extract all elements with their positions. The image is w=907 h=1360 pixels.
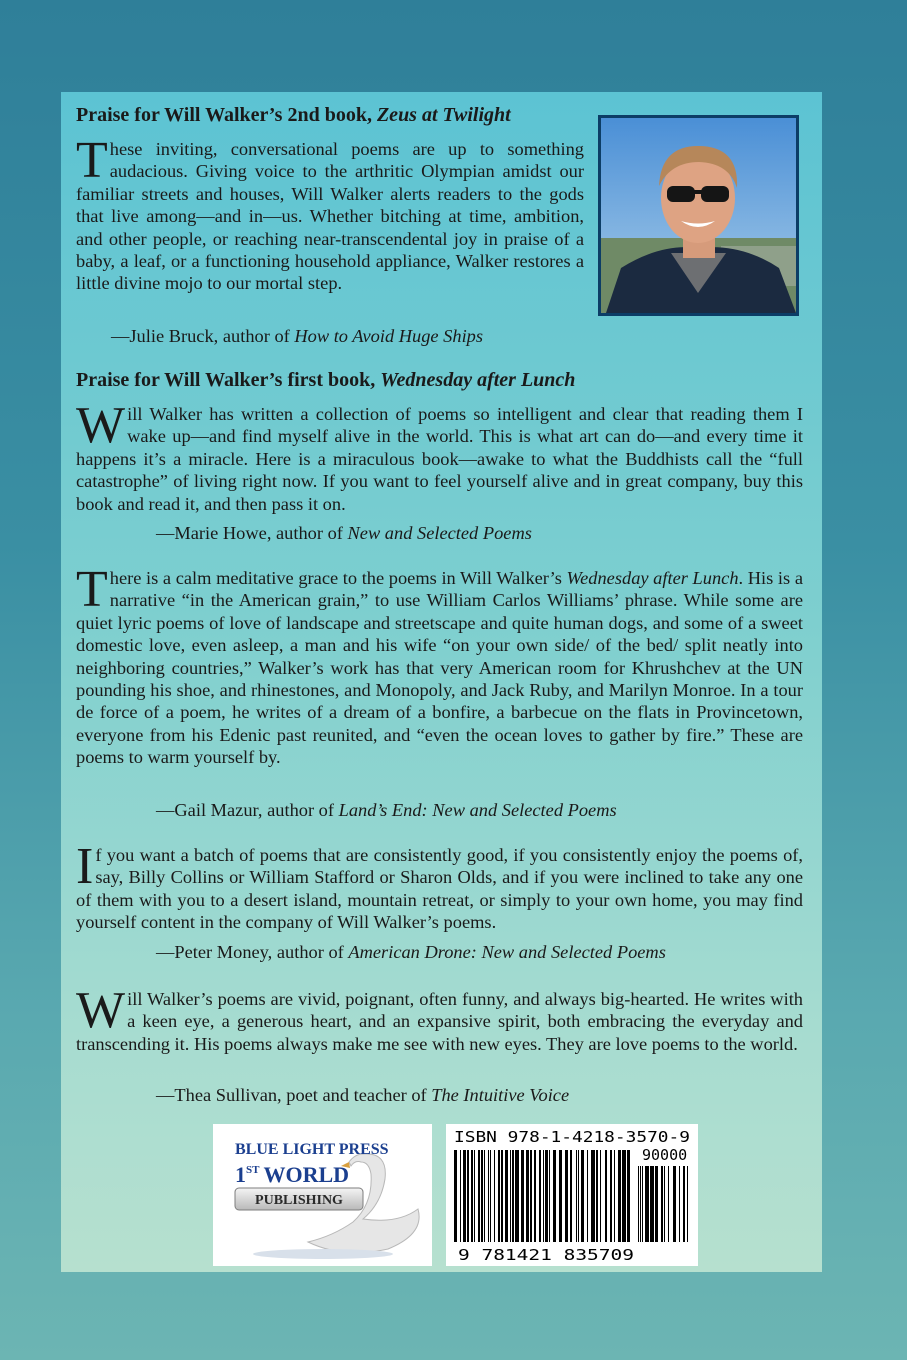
attribution-gail-mazur xyxy=(156,800,617,821)
blurb-thea-sullivan xyxy=(76,982,803,1055)
blurb-text: hese inviting, conversational poems are up to something audacious. Giving voice to the arthritic Olympian amidst our familiar streets and houses, Will Walker alerts readers to the gods that live among—and in—us. Whether bitching at time, ambition, and other people, or reaching near-transcendental joy in praise of a baby, a leaf, or a functioning household appliance, Walker restores a little divine mojo to our mortal step. xyxy=(76,139,584,294)
drop-cap: T xyxy=(76,561,108,618)
attribution-thea-sullivan xyxy=(156,1085,569,1106)
attribution-marie-howe xyxy=(156,523,532,544)
imprint-word: WORLD xyxy=(263,1162,350,1187)
attribution-book-title: Land’s End: New and Selected Poems xyxy=(338,800,617,820)
attribution-book-title: How to Avoid Huge Ships xyxy=(294,326,484,346)
back-cover-panel xyxy=(61,92,822,1272)
drop-cap: W xyxy=(76,397,126,454)
isbn-barcode xyxy=(446,1124,698,1266)
publisher-imprint xyxy=(235,1162,349,1187)
blurb-marie-howe xyxy=(76,397,803,515)
attribution-text: —Gail Mazur, author of xyxy=(156,800,339,820)
barcode-digits: 9 781421 835709 xyxy=(458,1246,634,1264)
blurb-peter-money xyxy=(76,838,803,934)
attribution-book-title: New and Selected Poems xyxy=(347,523,532,543)
attribution-julie-bruck xyxy=(111,326,483,347)
main-barcode-bars xyxy=(454,1150,630,1242)
blurb-text: here is a calm meditative grace to the poems in Will Walker’s xyxy=(109,568,567,588)
blurb-book-title: Wednesday after Lunch xyxy=(566,568,739,588)
drop-cap: I xyxy=(76,838,94,895)
drop-cap: T xyxy=(76,132,108,189)
isbn-label: ISBN 978-1-4218-3570-9 xyxy=(454,1128,690,1146)
price-code: 90000 xyxy=(642,1146,688,1164)
attribution-text: —Peter Money, author of xyxy=(156,942,349,962)
blurb-gail-mazur xyxy=(76,561,803,769)
attribution-text: —Julie Bruck, author of xyxy=(111,326,295,346)
barcode-graphic xyxy=(446,1124,698,1266)
attribution-book-title: The Intuitive Voice xyxy=(431,1085,570,1105)
imprint-number: 1 xyxy=(235,1162,246,1187)
heading-book-title: Wednesday after Lunch xyxy=(380,369,576,391)
praise-heading-wednesday xyxy=(76,369,575,392)
blurb-text: f you want a batch of poems that are consistently good, if you consistently enjoy the poems of, say, Billy Collins or William Stafford or Sharon Olds, and if you were inclined to take any one of them with you to a desert island, mountain retreat, or simply to your own home, you may find yourself content in the company of Will Walker’s poems. xyxy=(76,845,803,933)
drop-cap: W xyxy=(76,982,126,1039)
heading-text: Praise for Will Walker’s 2nd book, xyxy=(76,104,377,126)
publishing-label: PUBLISHING xyxy=(255,1193,343,1208)
publisher-logo xyxy=(213,1124,432,1266)
publisher-logo-art xyxy=(213,1124,432,1266)
heading-text: Praise for Will Walker’s first book, xyxy=(76,369,381,391)
author-photo xyxy=(598,115,799,316)
attribution-text: —Thea Sullivan, poet and teacher of xyxy=(156,1085,432,1105)
heading-book-title: Zeus at Twilight xyxy=(376,104,511,126)
publisher-name: BLUE LIGHT PRESS xyxy=(235,1141,389,1158)
imprint-superscript: ST xyxy=(246,1164,260,1176)
praise-heading-zeus xyxy=(76,104,511,127)
blurb-text-continued: . His is a narrative “in the American grain,” to use William Carlos Williams’ phrase. While some are quiet lyric poems of love of landscape and streetscape and quite human dogs, and some of a sweet domestic love, even asleep, a man and his wife “on your own side/ of the bed/ split neatly into neighboring countries,” Walker’s work has that very American room for Khrushchev at the UN pounding his shoe, and rhinestones, and Monopoly, and Jack Ruby, and Marilyn Monroe. In a tour de force of a poem, he writes of a dream of a bonfire, a barbecue on the flats in Provincetown, everyone from his Edenic past reunited, and “even the ocean loves to gather by fire.” These are poems to warm yourself by. xyxy=(76,568,803,768)
blurb-text: ill Walker’s poems are vivid, poignant, often funny, and always big-hearted. He writes with a keen eye, a generous heart, and an expansive spirit, both embracing the everyday and transcending it. His poems always make me see with new eyes. They are love poems to the world. xyxy=(76,989,803,1054)
addon-barcode-bars xyxy=(638,1166,688,1242)
blurb-text: ill Walker has written a collection of poems so intelligent and clear that reading them I wake up—and find myself alive in the world. This is what art can do—and every time it happens it’s a miracle. Here is a miraculous book—awake to what the Buddhists call the “full catastrophe” of living right now. If you want to feel yourself alive and in great company, buy this book and read it, and then pass it on. xyxy=(76,404,803,514)
blurb-julie-bruck xyxy=(76,132,584,295)
attribution-text: —Marie Howe, author of xyxy=(156,523,348,543)
attribution-book-title: American Drone: New and Selected Poems xyxy=(348,942,666,962)
author-portrait-image xyxy=(601,118,796,313)
attribution-peter-money xyxy=(156,942,666,963)
